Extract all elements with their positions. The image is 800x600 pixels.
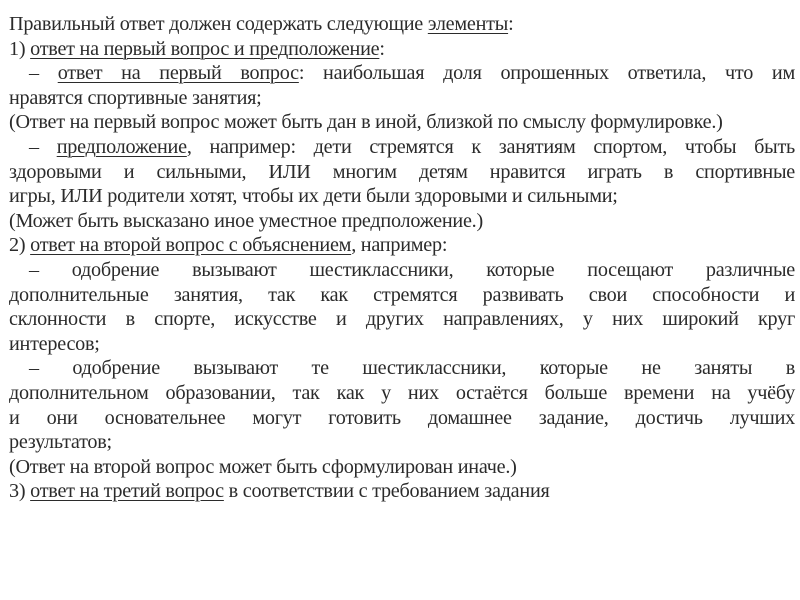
- intro-after: :: [508, 13, 514, 35]
- part3-after: в соответствии с требованием задания: [223, 480, 550, 503]
- part1-heading: [9, 37, 795, 62]
- part2-after: , например:: [351, 234, 448, 257]
- part2-heading: [9, 233, 795, 258]
- part1-answer-underlined: ответ на первый вопрос: [57, 62, 299, 85]
- part2-item2-line1: – одобрение вызывают те шестиклассники, которые не заняты в: [29, 357, 795, 380]
- part2-underlined: ответ на второй вопрос с объяснением: [30, 234, 352, 257]
- part2-note: (Ответ на второй вопрос может быть сформулирован иначе.): [9, 455, 517, 478]
- part2-item2-line3: и они основательнее могут готовить домашнее задание, достичь лучших: [9, 406, 795, 429]
- part2-item1-line4: интересов;: [9, 332, 100, 355]
- part2-item1-line1: – одобрение вызывают шестиклассники, которые посещают различные: [29, 258, 795, 281]
- part1-answer-dash: –: [29, 62, 58, 85]
- part1-assumption-text1: , например: дети стремятся к занятиям спортом, чтобы быть: [186, 135, 796, 158]
- part1-note1: (Ответ на первый вопрос может быть дан в иной, близкой по смыслу формулировке.): [9, 111, 723, 134]
- part1-assumption-line3: игры, ИЛИ родители хотят, чтобы их дети были здоровыми и сильными;: [9, 185, 618, 208]
- answer-criteria-document: [9, 12, 795, 504]
- intro-line: [9, 12, 795, 37]
- part2-item1-line2: дополнительные занятия, так как стремятся развивать свои способности и: [9, 283, 795, 306]
- intro-underlined: элементы: [427, 13, 509, 35]
- intro-text: Правильный ответ должен содержать следующие: [9, 13, 428, 35]
- part1-answer-line2: нравятся спортивные занятия;: [9, 86, 262, 109]
- part2-item1-line3: склонности в спорте, искусстве и других направлениях, у них широкий круг: [9, 308, 795, 331]
- part1-answer-text1: : наибольшая доля опрошенных ответила, что им: [298, 62, 795, 85]
- part1-assumption-line1: [9, 135, 795, 160]
- part1-note2: (Может быть высказано иное уместное предположение.): [9, 209, 483, 232]
- part1-assumption-line2: здоровыми и сильными, ИЛИ многим детям нравится играть в спортивные: [9, 160, 795, 183]
- part2-item2-line2: дополнительном образовании, так как у них остаётся больше времени на учёбу: [9, 381, 795, 404]
- part1-assumption-dash: –: [29, 135, 57, 158]
- part1-after: :: [379, 37, 385, 60]
- part2-item2-line4: результатов;: [9, 431, 112, 454]
- part3-underlined: ответ на третий вопрос: [30, 480, 224, 503]
- part1-underlined: ответ на первый вопрос и предположение: [30, 37, 380, 60]
- part3-heading: [9, 479, 795, 504]
- part1-assumption-underlined: предположение: [56, 135, 187, 158]
- part1-answer-line1: [9, 61, 795, 86]
- part1-number: 1): [9, 37, 31, 60]
- part2-number: 2): [9, 234, 31, 257]
- part3-number: 3): [9, 480, 31, 503]
